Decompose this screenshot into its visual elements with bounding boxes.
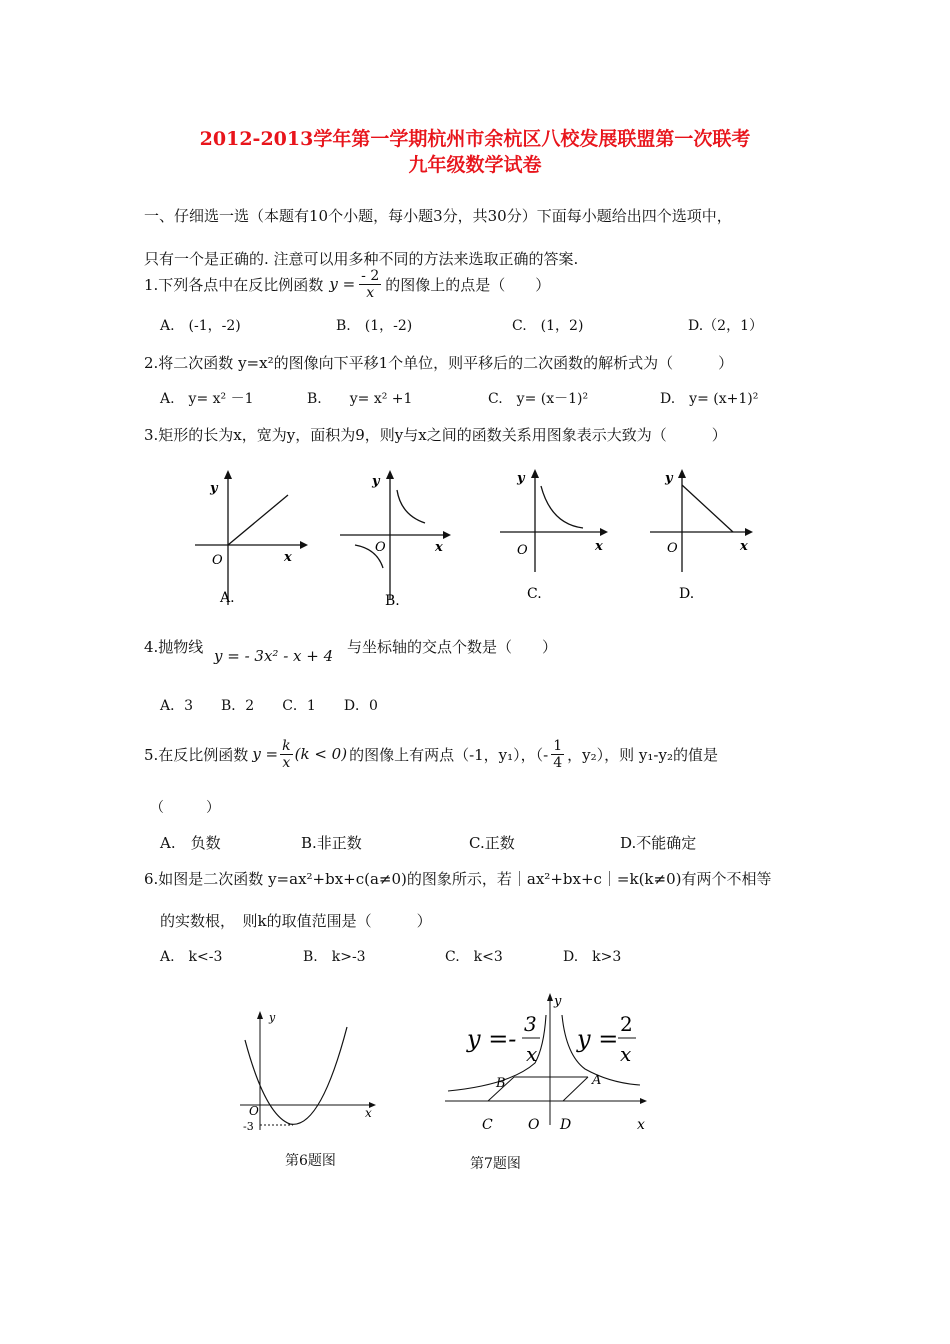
q1-prefix: 1.下列各点中在反比例函数 <box>144 275 324 294</box>
fig7-right-denominator: x <box>620 1042 632 1066</box>
exam-title-line2: 九年级数学试卷 <box>408 154 542 176</box>
q5-option-b: B.非正数 <box>301 834 362 852</box>
q3-graph-c <box>495 462 615 607</box>
q4-suffix: 与坐标轴的交点个数是（ ） <box>347 638 558 656</box>
question-5-stem <box>144 732 718 776</box>
fig6-min-label: -3 <box>243 1120 254 1133</box>
q5-prefix: 5.在反比例函数 <box>144 745 249 764</box>
q2-option-b: B. y= x² +1 <box>307 391 413 407</box>
q5-suffix: ，y₂），则 y₁-y₂的值是 <box>567 745 718 764</box>
fig7-right-numerator: 2 <box>620 1012 633 1036</box>
question-3-stem: 3.矩形的长为x，宽为y，面积为9，则y与x之间的函数关系用图象表示大致为（ ） <box>144 426 727 444</box>
q5-frac2-denominator: 4 <box>553 754 563 771</box>
fig7-point-b: B <box>496 1076 506 1091</box>
q1-denominator: x <box>366 284 375 301</box>
q3d-origin: O <box>667 541 678 556</box>
q5-option-c: C.正数 <box>469 834 515 852</box>
fig7-left-numerator: 3 <box>524 1012 537 1036</box>
q3d-y-label: y <box>665 471 673 486</box>
fig6-caption: 第6题图 <box>285 1153 336 1169</box>
q3a-x-label: x <box>284 550 292 565</box>
q2-option-a: A. y= x² －1 <box>160 391 254 407</box>
q3-graph-a <box>190 465 310 610</box>
q5-denominator: x <box>282 754 291 771</box>
fig7-left-denominator: x <box>526 1042 538 1066</box>
fig7-left-equation: y =- <box>467 1025 517 1053</box>
q5-fraction <box>280 738 292 771</box>
q1-option-a: A. (-1，-2) <box>160 318 241 334</box>
q3-graph-b <box>335 465 455 610</box>
q1-y-eq: y = <box>329 275 356 293</box>
fig7-point-c: C <box>482 1117 493 1133</box>
q1-option-b: B. (1，-2) <box>336 318 413 334</box>
exam-title-line1: 2012-2013学年第一学期杭州市余杭区八校发展联盟第一次联考 <box>199 128 751 150</box>
q3d-label: D. <box>679 586 695 602</box>
fig6-x-label: x <box>365 1106 372 1120</box>
fig6-y-label: y <box>269 1011 276 1024</box>
q5-frac2-numerator: 1 <box>553 737 563 754</box>
q1-numerator: - 2 <box>361 267 380 284</box>
q6-option-c: C. k<3 <box>445 949 503 965</box>
q3c-x-label: x <box>595 539 603 554</box>
q6-option-a: A. k<-3 <box>160 949 223 965</box>
q5-mid: 的图像上有两点（-1，y₁），（- <box>349 745 549 764</box>
q3a-origin: O <box>212 553 223 568</box>
section-intro-line2: 只有一个是正确的. 注意可以用多种不同的方法来选取正确的答案. <box>144 250 579 268</box>
question-6-stem-line2: 的实数根， 则k的取值范围是（ ） <box>160 912 432 930</box>
q4-options: A．3 B．2 C．1 D．0 <box>160 698 378 714</box>
q3b-label: B. <box>385 593 400 609</box>
q1-option-c: C. (1，2) <box>512 318 584 334</box>
q2-option-d: D. y= (x+1)² <box>660 391 759 407</box>
q3d-x-label: x <box>740 539 748 554</box>
q5-y-eq: y = <box>252 745 279 763</box>
fig7-point-o: O <box>528 1117 540 1133</box>
fig7-point-a: A <box>592 1073 602 1088</box>
fig6-origin: O <box>249 1104 259 1118</box>
q3c-origin: O <box>517 543 528 558</box>
q3-graph-d <box>645 462 765 607</box>
q5-option-a: A. 负数 <box>160 834 221 852</box>
q4-prefix: 4.抛物线 <box>144 638 204 656</box>
fig7-hyperbola-graph <box>440 985 660 1135</box>
q5-option-d: D.不能确定 <box>620 834 697 852</box>
question-2-stem: 2.将二次函数 y=x²的图像向下平移1个单位，则平移后的二次函数的解析式为（ ） <box>144 354 734 372</box>
fig7-right-equation: y = <box>577 1025 619 1053</box>
q3c-y-label: y <box>517 471 525 486</box>
q3b-origin: O <box>375 540 386 555</box>
fig7-caption: 第7题图 <box>470 1156 521 1172</box>
fig6-parabola-graph <box>235 1005 385 1135</box>
q3a-label: A. <box>220 590 235 606</box>
q3b-x-label: x <box>435 540 443 555</box>
q5-paren: （ ） <box>150 800 220 816</box>
section-intro-line1: 一、仔细选一选（本题有10个小题，每小题3分，共30分）下面每小题给出四个选项中， <box>144 207 732 225</box>
question-1-stem <box>144 264 550 304</box>
q6-option-d: D. k>3 <box>563 949 622 965</box>
q1-suffix: 的图像上的点是（ ） <box>385 275 551 294</box>
q3a-y-label: y <box>210 481 218 496</box>
fig7-y-label: y <box>554 994 562 1009</box>
question-6-stem-line1: 6.如图是二次函数 y=ax²+bx+c(a≠0)的图象所示，若｜ax²+bx+c｜=k(k≠0)有两个不相等 <box>144 870 772 888</box>
q3b-y-label: y <box>372 474 380 489</box>
q3c-label: C. <box>527 586 542 602</box>
q4-formula: y = - 3x² - x + 4 <box>214 647 334 665</box>
q5-numerator: k <box>282 737 291 754</box>
q6-option-b: B. k>-3 <box>303 949 366 965</box>
q2-option-c: C. y= (x－1)² <box>488 391 589 407</box>
fig7-x-label: x <box>637 1117 645 1133</box>
q1-fraction <box>359 268 381 301</box>
q5-condition: (k < 0) <box>294 745 348 763</box>
fig7-point-d: D <box>560 1117 572 1133</box>
q5-fraction-2 <box>551 738 564 771</box>
q1-option-d: D.（2，1） <box>688 318 763 334</box>
